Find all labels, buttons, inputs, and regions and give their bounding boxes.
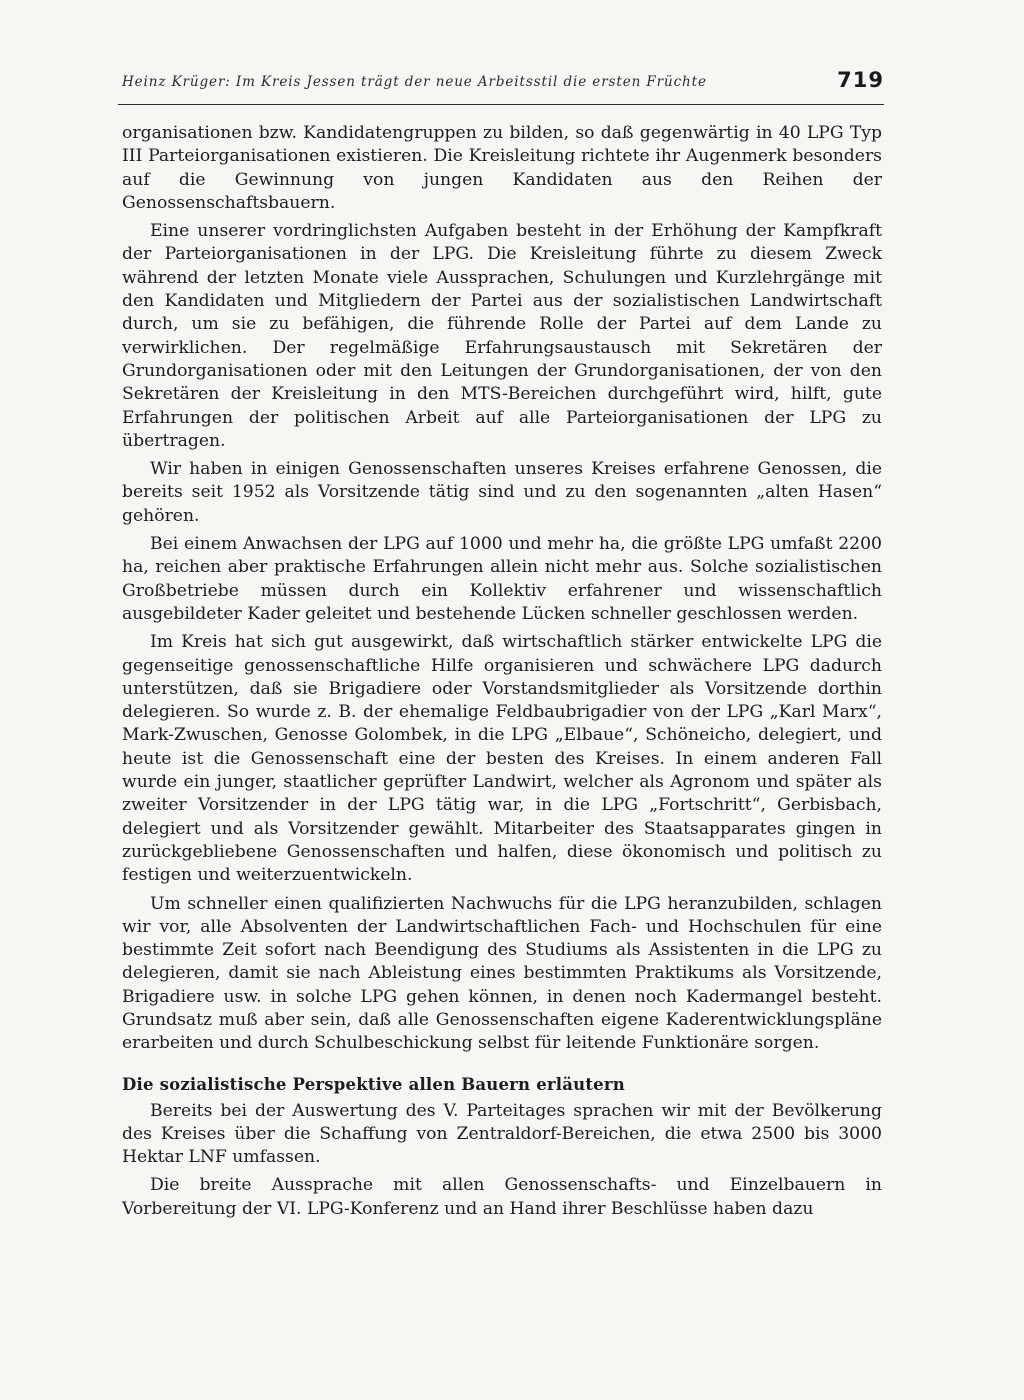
paragraph: Um schneller einen qualifizierten Nachwuchs für die LPG heranzubilden, schlagen wir vor, alle Absolventen der Landwirtschaftlichen Fach- und Hochschulen für eine bestimmte Zeit sofort nach Beendigung des Studiums als Assistenten in die LPG zu delegieren, damit sie nach Ableistung eines bestimmten Praktikums als Vorsitzende, Brigadiere usw. in solche LPG gehen können, in denen noch Kadermangel besteht. Grundsatz muß aber sein, daß alle Genossenschaften eigene Kaderentwicklungspläne erarbeiten und durch Schulbeschickung selbst für leitende Funktionäre sorgen. [122, 893, 882, 1054]
running-header [118, 68, 884, 105]
article-body [122, 122, 882, 1226]
paragraph: Wir haben in einigen Genossenschaften unseres Kreises erfahrene Genossen, die bereits seit 1952 als Vorsitzende tätig sind und zu den sogenannten „alten Hasen“ gehören. [122, 459, 882, 526]
paragraph-continued: organisationen bzw. Kandidatengruppen zu bilden, so daß gegenwärtig in 40 LPG Typ III Parteiorganisationen existieren. Die Kreisleitung richtete ihr Augenmerk besonders auf die Gewinnung von jungen Kandidaten aus den Reihen der Genossenschaftsbauern. [122, 123, 882, 213]
section-paragraph: Bereits bei der Auswertung des V. Parteitages sprachen wir mit der Bevölkerung des Kreises über die Schaffung von Zentraldorf-Bereichen, die etwa 2500 bis 3000 Hektar LNF umfassen. [122, 1100, 882, 1168]
paragraph: Eine unserer vordringlichsten Aufgaben besteht in der Erhöhung der Kampfkraft der Parteiorganisationen in der LPG. Die Kreisleitung führte zu diesem Zweck während der letzten Monate viele Aussprachen, Schulungen und Kurzlehrgänge mit den Kandidaten und Mitgliedern der Partei aus der sozialistischen Landwirtschaft durch, um sie zu befähigen, die führende Rolle der Partei auf dem Lande zu verwirklichen. Der regelmäßige Erfahrungsaustausch mit Sekretären der Grundorganisationen oder mit den Leitungen der Grundorganisationen, der von den Sekretären der Kreisleitung in den MTS-Bereichen durchgeführt wird, hilft, gute Erfahrungen der politischen Arbeit auf alle Parteiorganisationen der LPG zu übertragen. [122, 221, 882, 451]
section-heading: Die sozialistische Perspektive allen Bauern erläutern [122, 1074, 625, 1094]
section-paragraph: Die breite Aussprache mit allen Genossenschafts- und Einzelbauern in Vorbereitung der VI. LPG-Konferenz und an Hand ihrer Beschlüsse haben dazu [122, 1175, 882, 1219]
running-title: Heinz Krüger: Im Kreis Jessen trägt der neue Arbeitsstil die ersten Früchte [122, 74, 707, 90]
paragraph: Bei einem Anwachsen der LPG auf 1000 und mehr ha, die größte LPG umfaßt 2200 ha, reichen aber praktische Erfahrungen allein nicht mehr aus. Solche sozialistischen Großbetriebe müssen durch ein Kollektiv erfahrener und wissenschaftlich ausgebildeter Kader geleitet und bestehende Lücken schneller geschlossen werden. [122, 534, 882, 624]
page-number: 719 [837, 68, 884, 92]
paragraph: Im Kreis hat sich gut ausgewirkt, daß wirtschaftlich stärker entwickelte LPG die gegenseitige genossenschaftliche Hilfe organisieren und schwächere LPG dadurch unterstützen, daß sie Brigadiere oder Vorstandsmitglieder als Vorsitzende dorthin delegieren. So wurde z. B. der ehemalige Feldbaubrigadier von der LPG „Karl Marx“, Mark-Zwuschen, Genosse Golombek, in die LPG „Elbaue“, Schöneicho, delegiert, und heute ist die Genossenschaft eine der besten des Kreises. In einem anderen Fall wurde ein junger, staatlicher geprüfter Landwirt, welcher als Agronom und später als zweiter Vorsitzender in der LPG tätig war, in die LPG „Fortschritt“, Gerbisbach, delegiert und als Vorsitzender gewählt. Mitarbeiter des Staatsapparates gingen in zurückgebliebene Genossenschaften und halfen, diese ökonomisch und politisch zu festigen und weiterzuentwickeln. [122, 632, 882, 886]
